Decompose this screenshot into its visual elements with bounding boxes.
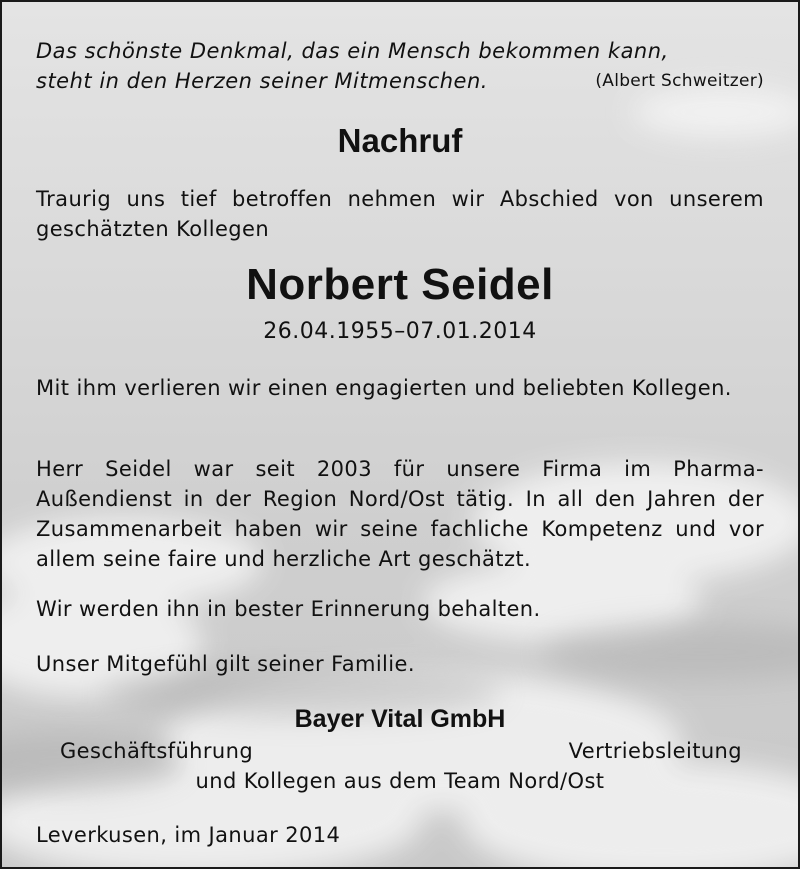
paragraph-condolence: Unser Mitgefühl gilt seiner Familie. xyxy=(36,652,415,676)
quote-line-1: Das schönste Denkmal, das ein Mensch bekommen kann, xyxy=(36,39,669,63)
signatory-sales-management: Vertriebsleitung xyxy=(568,739,742,763)
place-and-date: Leverkusen, im Januar 2014 xyxy=(36,823,341,847)
life-dates: 26.04.1955–07.01.2014 xyxy=(263,319,537,344)
intro-text: Traurig uns tief betroffen nehmen wir Abschied von unserem geschätzten Kollegen xyxy=(36,187,764,241)
paragraph-loss: Mit ihm verlieren wir einen engagierten und beliebten Kollegen. xyxy=(36,376,732,400)
epigraph-quote xyxy=(36,36,764,96)
signatory-team: und Kollegen aus dem Team Nord/Ost xyxy=(195,769,605,793)
signatory-management: Geschäftsführung xyxy=(60,739,254,763)
company-name: Bayer Vital GmbH xyxy=(294,705,506,733)
paragraph-career: Herr Seidel war seit 2003 für unsere Firma im Pharma-Außendienst in der Region Nord/Ost tätig. In all den Jahren der Zusammenarbeit haben wir seine fachliche Kompetenz und vor allem seine faire und herzliche Art geschätzt. xyxy=(36,457,764,571)
quote-author: (Albert Schweitzer) xyxy=(595,71,764,91)
paragraph-remembrance: Wir werden ihn in bester Erinnerung behalten. xyxy=(36,597,541,621)
deceased-name: Norbert Seidel xyxy=(246,260,554,309)
quote-line-2: steht in den Herzen seiner Mitmenschen. xyxy=(36,69,488,93)
notice-title: Nachruf xyxy=(337,122,463,159)
